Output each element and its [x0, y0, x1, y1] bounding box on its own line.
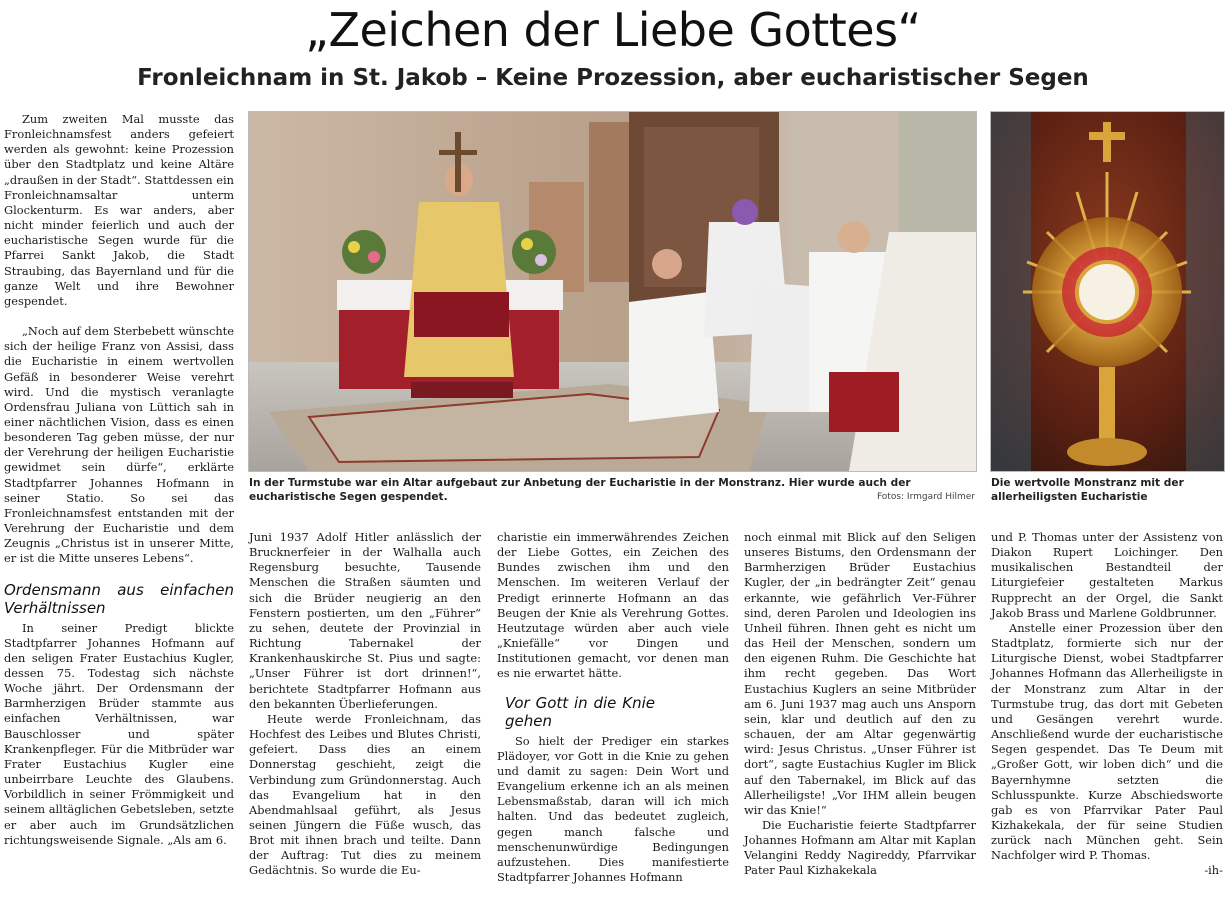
paragraph: So hielt der Prediger ein starkes Plädoyer, vor Gott in die Knie zu gehen und damit zu sagen: Dein Wort und Evangelium erkenne ich an als meinen Lebensmaßstab, daran will ich mich halten. Und das bedeutet zugleich, gegen manch falsche und menschenunwürdige Bedingungen aufzustehen. Dies manifestierte Stadtpfarrer Johannes Hofmann	[497, 733, 729, 884]
main-photo	[248, 111, 977, 472]
paragraph: und P. Thomas unter der Assistenz von Diakon Rupert Loichinger. Den musikalischen Bestandteil der Liturgiefeier gestalteten Markus Rupprecht an der Orgel, die Sankt Jakob Brass und Marlene Goldbrunner.	[991, 530, 1223, 620]
paragraph: In seiner Predigt blickte Stadtpfarrer Johannes Hofmann auf den seligen Frater Eustachius Kugler, dessen 75. Todestag sich nächste Woche jährt. Der Ordensmann der Barmherzigen Brüder stammte aus einfachen Verhältnissen, war Bauschlosser und später Krankenpfleger. Für die Mitbrüder war Frater Eustachius Kugler eine unbeirrbare Leuchte des Glaubens. Vorbildlich in seiner Frömmigkeit und seinem alltäglichen Gebetsleben, setzte er aber auch im Grundsätzlichen richtungsweisende Signale. „Als am 6.	[4, 620, 234, 847]
subheading: Vor Gott in die Knie gehen	[505, 693, 655, 730]
main-photo-caption	[249, 476, 975, 504]
monstrance-image	[991, 112, 1224, 471]
side-photo-caption: Die wertvolle Monstranz mit der allerheiligsten Eucharistie	[991, 477, 1184, 503]
paragraph: charistie ein immerwährendes Zeichen der Liebe Gottes, ein Zeichen des Bundes zwischen ihm und den Menschen. Im weiteren Verlauf der Predigt erinnerte Hofmann an das Beugen der Knie als Verehrung Gottes. Heutzutage würden aber auch viele „Kniefälle“ vor Dingen und Institutionen gemacht, vor denen man es nie erwartet hätte.	[497, 530, 729, 681]
side-photo	[990, 111, 1225, 472]
headline: „Zeichen der Liebe Gottes“	[305, 3, 921, 57]
paragraph: noch einmal mit Blick auf den Seligen unseres Bistums, den Ordensmann der Barmherzigen Brüder Eustachius Kugler, der „in bedrängter Zeit“ genau erkannte, wie gefährlich Ver-Führer sind, deren Parolen und Ideologien ins Unheil führen. Ihnen geht es nicht um das Heil der Menschen, sondern um den eigenen Ruhm. Die Geschichte hat ihm recht gegeben. Das Wort Eustachius Kuglers an seine Mitbrüder am 6. Juni 1937 mag auch uns Ansporn sein, klar und deutlich auf den zu schauen, der am Altar gegenwärtig wird: Jesus Christus. „Unser Führer ist dort“, sagte Eustachius Kugler im Blick auf den Tabernakel, im Blick auf das Allerheiligste! „Vor IHM allein beugen wir das Knie!“	[744, 530, 976, 817]
subheadline: Fronleichnam in St. Jakob – Keine Prozession, aber eucharistischer Segen	[137, 65, 1089, 91]
author-signature: -ih-	[1204, 863, 1223, 878]
paragraph: Heute werde Fronleichnam, das Hochfest des Leibes und Blutes Christi, gefeiert. Dass dies an einem Donnerstag geschieht, zeigt die Verbindung zum Gründonnerstag. Auch das Evangelium hat in den Abendmahlsaal geführt, als Jesus seinen Jüngern die Füße wusch, das Brot mit ihnen brach und teilte. Dann der Auftrag: Tut dies zu meinem Gedächtnis. So wurde die Eu-	[249, 711, 481, 878]
photo-credit: Fotos: Irmgard Hilmer	[876, 492, 975, 502]
text-column-4	[744, 530, 976, 879]
paragraph: Juni 1937 Adolf Hitler anlässlich der Brucknerfeier in der Walhalla auch Regensburg besuchte, Tausende Menschen die Straßen säumten und sich die Brüder neugierig an den Fenstern postierten, um den „Führer“ zu sehen, deutete der Provinzial in Richtung Tabernakel der Krankenhauskirche St. Pius und sagte: „Unser Führer ist dort drinnen!“, berichtete Stadtpfarrer Hofmann aus den bekannten Überlieferungen.	[249, 530, 481, 711]
text-column-2	[249, 530, 481, 879]
main-caption-text: In der Turmstube war ein Altar aufgebaut zur Anbetung der Eucharistie in der Monstranz. Hier wurde auch der eucharistische Segen gespendet.	[249, 477, 911, 503]
text-column-3	[497, 530, 729, 885]
text-column-5	[991, 530, 1223, 879]
paragraph: Zum zweiten Mal musste das Fronleichnamsfest anders gefeiert werden als gewohnt: keine Prozession über den Stadtplatz und keine Altäre „draußen in der Stadt“. Stattdessen ein Fronleichnamsaltar unterm Glockenturm. Es war anders, aber nicht minder feierlich und auch der eucharistische Segen wurde für die Pfarrei Sankt Jakob, die Stadt Straubing, das Bayernland und für die ganze Welt und ihre Bewohner gespendet.	[4, 112, 234, 308]
text-column-1	[4, 112, 234, 848]
paragraph: Die Eucharistie feierte Stadtpfarrer Johannes Hofmann am Altar mit Kaplan Velangini Reddy Nagireddy, Pfarrvikar Pater Paul Kizhakekala	[744, 817, 976, 878]
altar-scene-image	[249, 112, 976, 471]
subheading: Ordensmann aus einfachen Verhältnissen	[4, 580, 234, 617]
paragraph: Anstelle einer Prozession über den Stadtplatz, formierte sich nur der Liturgische Dienst, wobei Stadtpfarrer Johannes Hofmann das Allerheiligste in der Monstranz zum Altar in der Turmstube trug, das dort mit Gebeten und Gesängen verehrt wurde. Anschließend wurde der eucharistische Segen gespendet. Das Te Deum mit „Großer Gott, wir loben dich“ und die Bayernhymne setzten die Schlusspunkte. Kurze Abschiedsworte gab es von Pfarrvikar Pater Paul Kizhakekala, der für seine Studien zurück nach München geht. Sein Nachfolger wird P. Thomas.	[991, 620, 1223, 863]
paragraph: „Noch auf dem Sterbebett wünschte sich der heilige Franz von Assisi, dass die Eucharistie in einem wertvollen Gefäß in besonderer Weise verehrt wird. Und die mystisch veranlagte Ordensfrau Juliana von Lüttich sah in einer nächtlichen Vision, dass es einen besonderen Tag geben müsse, der nur der Verehrung der heiligen Eucharistie gewidmet sein dürfe“, erklärte Stadtpfarrer Johannes Hofmann in seiner Statio. So sei das Fronleichnamsfest entstanden mit der Verehrung der Eucharistie und dem Zeugnis „Christus ist in unserer Mitte, er ist die Mitte unseres Lebens“.	[4, 324, 234, 566]
